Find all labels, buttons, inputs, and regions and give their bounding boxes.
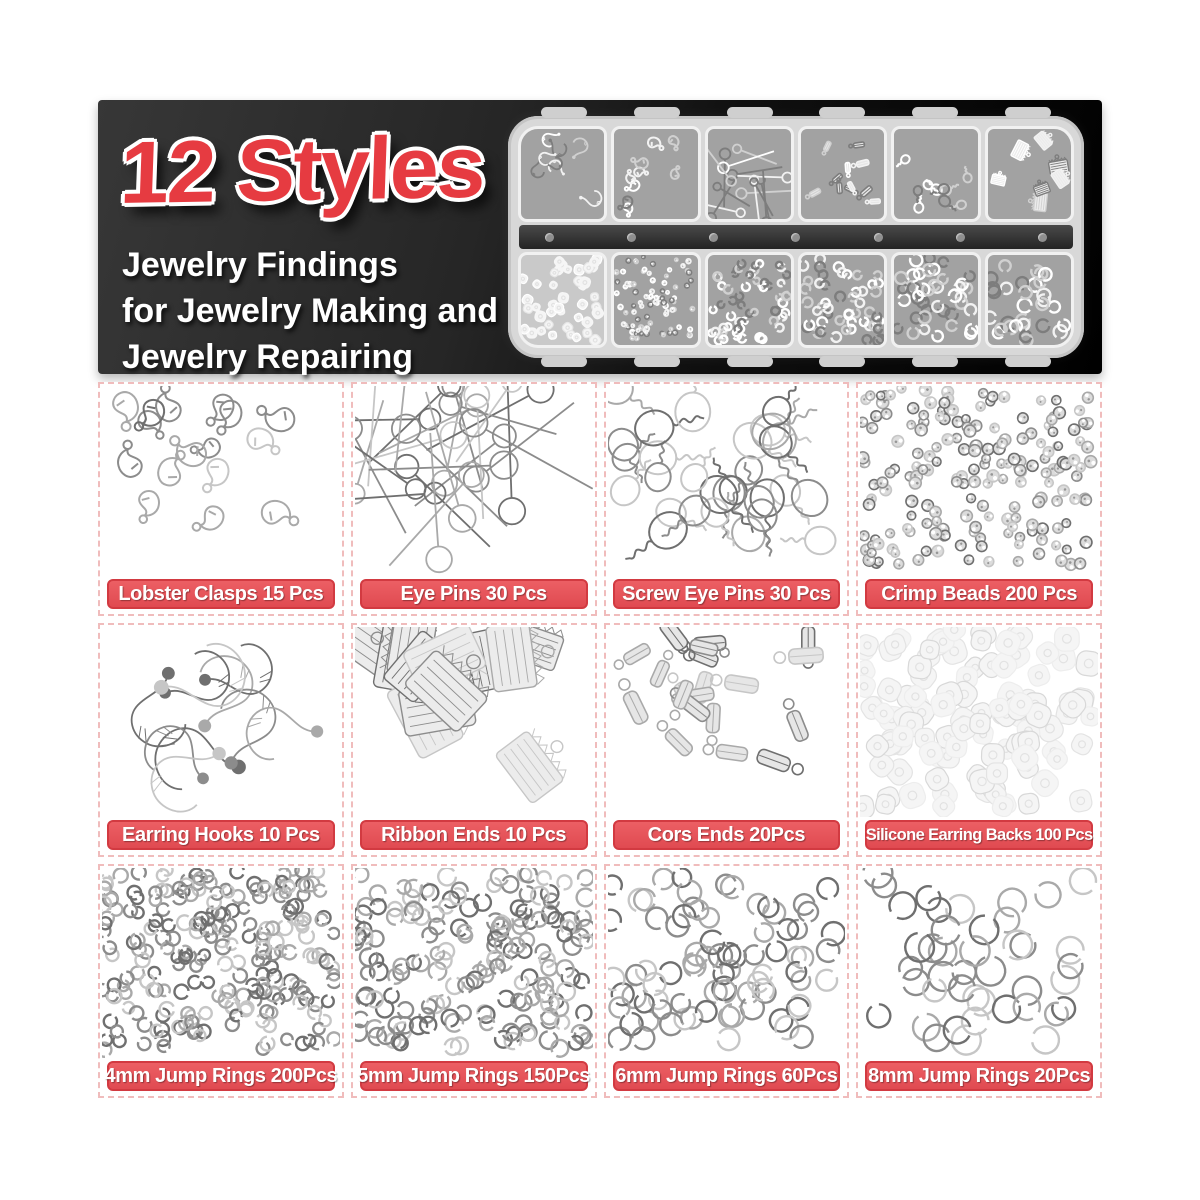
item-label: Cors Ends 20Pcs [613,820,841,850]
box-compartment [705,252,794,348]
hinge-rivet [1038,233,1047,242]
hinge-rivet [545,233,554,242]
item-label: Eye Pins 30 Pcs [360,579,588,609]
box-row-top [518,126,1074,222]
box-latch-tab [727,107,773,118]
box-latch-tab [727,356,773,367]
box-compartment [705,126,794,222]
box-latch-tab [541,356,587,367]
jump-rings-6mm-photo [608,868,846,1058]
box-compartment [891,252,980,348]
banner-text-block [98,100,498,376]
item-label: 5mm Jump Rings 150Pcs [360,1061,588,1091]
crimp-beads-photo [860,386,1098,576]
lobster-clasps-photo [102,386,340,576]
header-banner [98,100,1102,374]
grid-cell-crimp-beads [856,382,1102,616]
box-hinge [519,225,1073,249]
box-compartment [985,126,1074,222]
banner-subtitle-line-3: Jewelry Repairing [122,338,414,376]
item-label: 4mm Jump Rings 200Pcs [107,1061,335,1091]
box-latch-tab [819,356,865,367]
product-grid [98,382,1102,1098]
silicone-earring-backs-photo [860,627,1098,817]
item-label: Earring Hooks 10 Pcs [107,820,335,850]
box-latch-tab [634,356,680,367]
item-label: 8mm Jump Rings 20Pcs [865,1061,1093,1091]
box-compartment [518,126,607,222]
box-latch-tab [819,107,865,118]
box-compartment [798,252,887,348]
item-label: Ribbon Ends 10 Pcs [360,820,588,850]
grid-cell-silicone-earring-backs [856,623,1102,857]
box-latch-tab [1005,107,1051,118]
box-latch-tab [912,356,958,367]
grid-cell-5mm-jump-rings [351,864,597,1098]
grid-cell-4mm-jump-rings [98,864,344,1098]
box-compartment [518,252,607,348]
box-compartment [891,126,980,222]
banner-subtitle-line-2: for Jewelry Making and [122,292,498,330]
box-compartment [611,126,700,222]
grid-cell-screw-eye-pins [604,382,850,616]
grid-cell-cord-ends [604,623,850,857]
grid-cell-6mm-jump-rings [604,864,850,1098]
item-label: Crimp Beads 200 Pcs [865,579,1093,609]
hinge-rivet [709,233,718,242]
jump-rings-5mm-photo [355,868,593,1058]
hinge-rivet [627,233,636,242]
storage-box-inner [518,126,1074,348]
grid-cell-8mm-jump-rings [856,864,1102,1098]
item-label: 6mm Jump Rings 60Pcs [613,1061,841,1091]
banner-subtitle-line-1: Jewelry Findings [122,246,398,284]
box-compartment [611,252,700,348]
item-label: Silicone Earring Backs 100 Pcs [865,820,1093,850]
eye-pins-photo [355,386,593,576]
item-label: Screw Eye Pins 30 Pcs [613,579,841,609]
storage-box [508,116,1084,358]
box-latch-tab [634,107,680,118]
grid-cell-lobster-clasps [98,382,344,616]
hinge-rivet [874,233,883,242]
banner-subtitle [122,242,498,380]
jump-rings-4mm-photo [102,868,340,1058]
box-row-bottom [518,252,1074,348]
hinge-rivet [791,233,800,242]
screw-eye-pins-photo [608,386,846,576]
grid-cell-eye-pins [351,382,597,616]
box-latch-tab [912,107,958,118]
box-latch-tab [1005,356,1051,367]
kit-box-photo [490,100,1102,374]
box-latch-tab [541,107,587,118]
grid-cell-ribbon-ends [351,623,597,857]
item-label: Lobster Clasps 15 Pcs [107,579,335,609]
earring-hooks-photo [102,627,340,817]
banner-title: 12 Styles [118,116,486,223]
box-compartment [798,126,887,222]
box-compartment [985,252,1074,348]
jump-rings-8mm-photo [860,868,1098,1058]
hinge-rivet [956,233,965,242]
cord-ends-photo [608,627,846,817]
grid-cell-earring-hooks [98,623,344,857]
ribbon-ends-photo [355,627,593,817]
